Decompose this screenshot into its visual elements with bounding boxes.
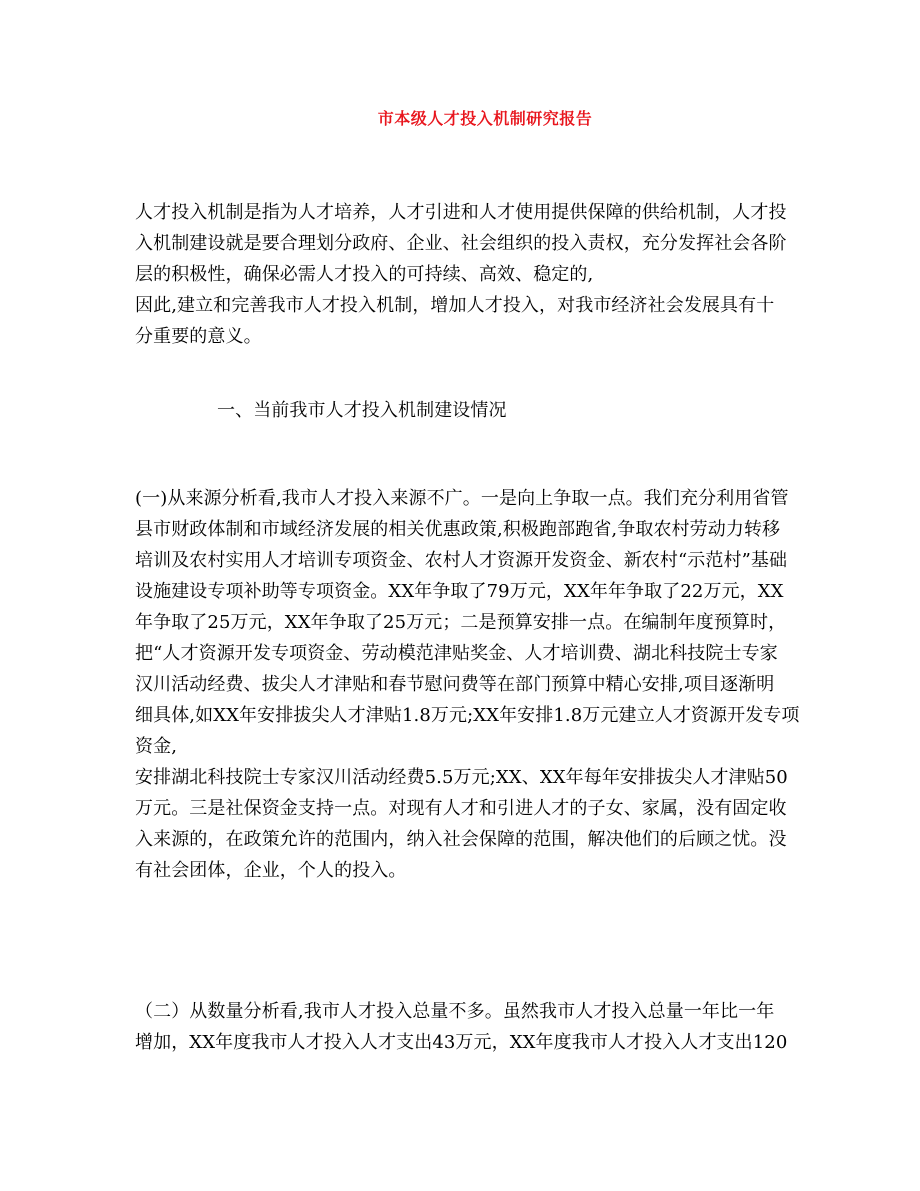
intro-line: 入机制建设就是要合理划分政府、企业、社会组织的投入责权，充分发挥社会各阶: [135, 233, 787, 254]
paragraph-line: 培训及农村实用人才培训专项资金、农村人才资源开发资金、新农村“示范村”基础: [135, 550, 788, 571]
document-title: 市本级人才投入机制研究报告: [377, 109, 593, 128]
paragraph-line: （二）从数量分析看,我市人才投入总量不多。虽然我市人才投入总量一年比一年: [135, 1001, 775, 1022]
paragraph-line: 县市财政体制和市域经济发展的相关优惠政策,积极跑部跑省,争取农村劳动力转移: [135, 519, 781, 540]
paragraph-line: 设施建设专项补助等专项资金。XX年争取了79万元，XX年年争取了22万元，XX: [135, 581, 784, 602]
paragraph-line: 细具体,如XX年安排拔尖人才津贴1.8万元;XX年安排1.8万元建立人才资源开发专项: [135, 705, 800, 726]
paragraph-line: 安排湖北科技院士专家汉川活动经费5.5万元;XX、XX年每年安排拔尖人才津贴50: [135, 767, 788, 788]
paragraph-two: [135, 996, 795, 1058]
paragraph-line: 有社会团体，企业，个人的投入。: [135, 860, 407, 881]
paragraph-line: 入来源的，在政策允许的范围内，纳入社会保障的范围，解决他们的后顾之忧。没: [135, 829, 787, 850]
intro-line: 层的积极性，确保必需人才投入的可持续、高效、稳定的,: [135, 264, 594, 285]
intro-line: 人才投入机制是指为人才培养，人才引进和人才使用提供保障的供给机制，人才投: [135, 202, 787, 223]
paragraph-one: [135, 483, 800, 886]
intro-paragraph: [135, 197, 795, 352]
section-heading: 一、当前我市人才投入机制建设情况: [217, 400, 507, 421]
paragraph-line: (一)从来源分析看,我市人才投入来源不广。一是向上争取一点。我们充分利用省管: [135, 488, 789, 509]
intro-line: 分重要的意义。: [135, 326, 262, 347]
paragraph-line: 增加，XX年度我市人才投入人才支出43万元，XX年度我市人才投入人才支出120: [135, 1032, 788, 1053]
paragraph-line: 万元。三是社保资金支持一点。对现有人才和引进人才的子女、家属，没有固定收: [135, 798, 787, 819]
paragraph-line: 把“人才资源开发专项资金、劳动模范津贴奖金、人才培训费、湖北科技院士专家: [135, 643, 778, 664]
paragraph-line: 年争取了25万元，XX年争取了25万元；二是预算安排一点。在编制年度预算时，: [135, 612, 787, 633]
paragraph-line: 汉川活动经费、拔尖人才津贴和春节慰问费等在部门预算中精心安排,项目逐渐明: [135, 674, 775, 695]
paragraph-line: 资金,: [135, 736, 178, 757]
intro-line: 因此,建立和完善我市人才投入机制，增加人才投入，对我市经济社会发展具有十: [135, 295, 775, 316]
section-heading-block: [217, 395, 877, 426]
